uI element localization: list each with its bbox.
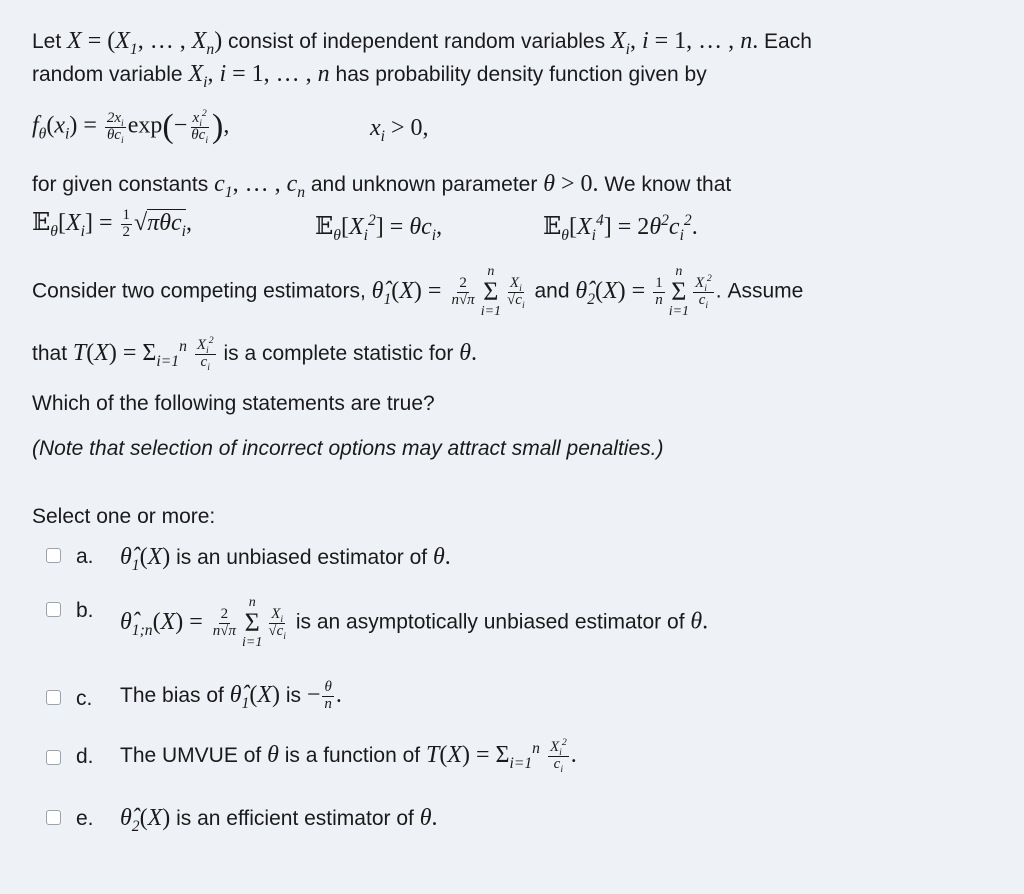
- option-b-label: is an asymptotically unbiased estimator of: [295, 610, 685, 634]
- select-label: Select one or more:: [32, 505, 216, 528]
- text-pdf: has probability density function given by: [335, 63, 707, 86]
- text-and: and: [534, 279, 570, 303]
- text-consider: Consider two competing estimators,: [32, 279, 366, 303]
- math-theta1-hat: $\thetâ_1(X)$ = $\frac{2}{n√\pi}$ n Σ i=1 $\frac{X_i}{√c_i}$: [371, 264, 525, 319]
- math-theta2-hat: $\thetâ_2(X)$ = $\frac{1}{n}$ n Σ i=1 $\frac{X_i^2}{c_i}$: [575, 264, 712, 319]
- text-given-constants: for given constants: [32, 173, 209, 196]
- option-e-text[interactable]: $\thetâ_2(X)$ is an efficient estimator of θ.: [120, 805, 438, 835]
- option-c-text[interactable]: The bias of $\thetâ_1(X)$ is − $\frac{\theta}{n}$ .: [120, 679, 342, 712]
- option-e-label: is an efficient estimator of: [176, 807, 414, 830]
- option-d-text[interactable]: The UMVUE of θ is a function of $T(X) = \Sigma_{i=1}^n$ $\frac{X_i^2}{c_i}$ .: [120, 737, 577, 775]
- expectation-1: $𝔼_\theta[X_i]$ = $\frac{1}{2}$ √πθc$_i$,: [32, 207, 192, 240]
- question-line-7: [32, 335, 478, 373]
- text-assume: . Assume: [715, 279, 804, 303]
- option-b-text[interactable]: $\thetâ_{1;n}(X)$ = $\frac{2}{n√\pi}$ n Σ i=1 $\frac{X_i}{√c_i}$ is an asymptotically unbiased estimator of θ.: [120, 595, 709, 650]
- pdf-domain: $x_i > 0$,: [370, 115, 429, 145]
- option-c-label-a: The bias of: [120, 683, 224, 707]
- penalty-note: (Note that selection of incorrect options may attract small penalties.): [32, 437, 664, 460]
- text-let: Let: [32, 30, 62, 53]
- math-constants: $c_1$, … , $c_n$: [214, 171, 306, 201]
- option-a-label: is an unbiased estimator of: [176, 546, 428, 569]
- text-consist: consist of independent random variables: [228, 30, 606, 53]
- option-d-label: The UMVUE of: [120, 743, 262, 767]
- option-c-letter: c.: [76, 687, 93, 710]
- math-x-vector: $X = (X_1$, … , $X_n$): [67, 28, 223, 58]
- math-t-statistic: $T(X) = \Sigma_{i=1}^n$ $\frac{X_i^2}{c_i}$: [72, 335, 214, 373]
- math-xi-range-2: $X_i$, i = 1, … , n: [188, 61, 330, 91]
- option-c-label-b: is: [285, 683, 302, 707]
- checkbox-d[interactable]: [46, 750, 61, 765]
- expectation-2: $𝔼_\theta[X_i^2] = \theta c_i$,: [315, 212, 443, 244]
- checkbox-e[interactable]: [46, 810, 61, 825]
- text-each: Each: [764, 30, 812, 53]
- checkbox-b[interactable]: [46, 602, 61, 617]
- expectation-4: $𝔼_\theta[X_i^4] = 2\theta^2c_i^2$.: [543, 212, 698, 244]
- math-theta-positive: θ > 0.: [543, 171, 599, 197]
- text-we-know: We know that: [604, 173, 732, 196]
- text-unknown-param: and unknown parameter: [310, 173, 538, 196]
- text-complete-statistic: is a complete statistic for: [223, 341, 454, 365]
- option-a-letter: a.: [76, 545, 94, 568]
- option-e-letter: e.: [76, 807, 94, 830]
- question-line-1: [32, 28, 812, 58]
- math-theta: θ.: [459, 339, 478, 366]
- option-d-letter: d.: [76, 745, 94, 768]
- question-line-6: [32, 265, 803, 319]
- option-b-letter: b.: [76, 599, 94, 622]
- question-prompt: Which of the following statements are true?: [32, 392, 435, 415]
- question-line-2: [32, 61, 707, 91]
- pdf-formula: $f_\theta(x_i)$ = $\frac{2x_i}{\theta c_i}$ exp(− $\frac{x_i^2}{\theta c_i}$ ),: [32, 107, 230, 146]
- text-that: that: [32, 341, 68, 365]
- checkbox-c[interactable]: [46, 690, 61, 705]
- option-d-label-b: is a function of: [284, 743, 421, 767]
- question-line-4: [32, 171, 732, 201]
- math-xi-range: $X_i$, i = 1, … , n.: [610, 28, 759, 58]
- checkbox-a[interactable]: [46, 548, 61, 563]
- option-a-text[interactable]: $\thetâ_1(X)$ is an unbiased estimator of θ.: [120, 544, 451, 574]
- text-random-variable: random variable: [32, 63, 183, 86]
